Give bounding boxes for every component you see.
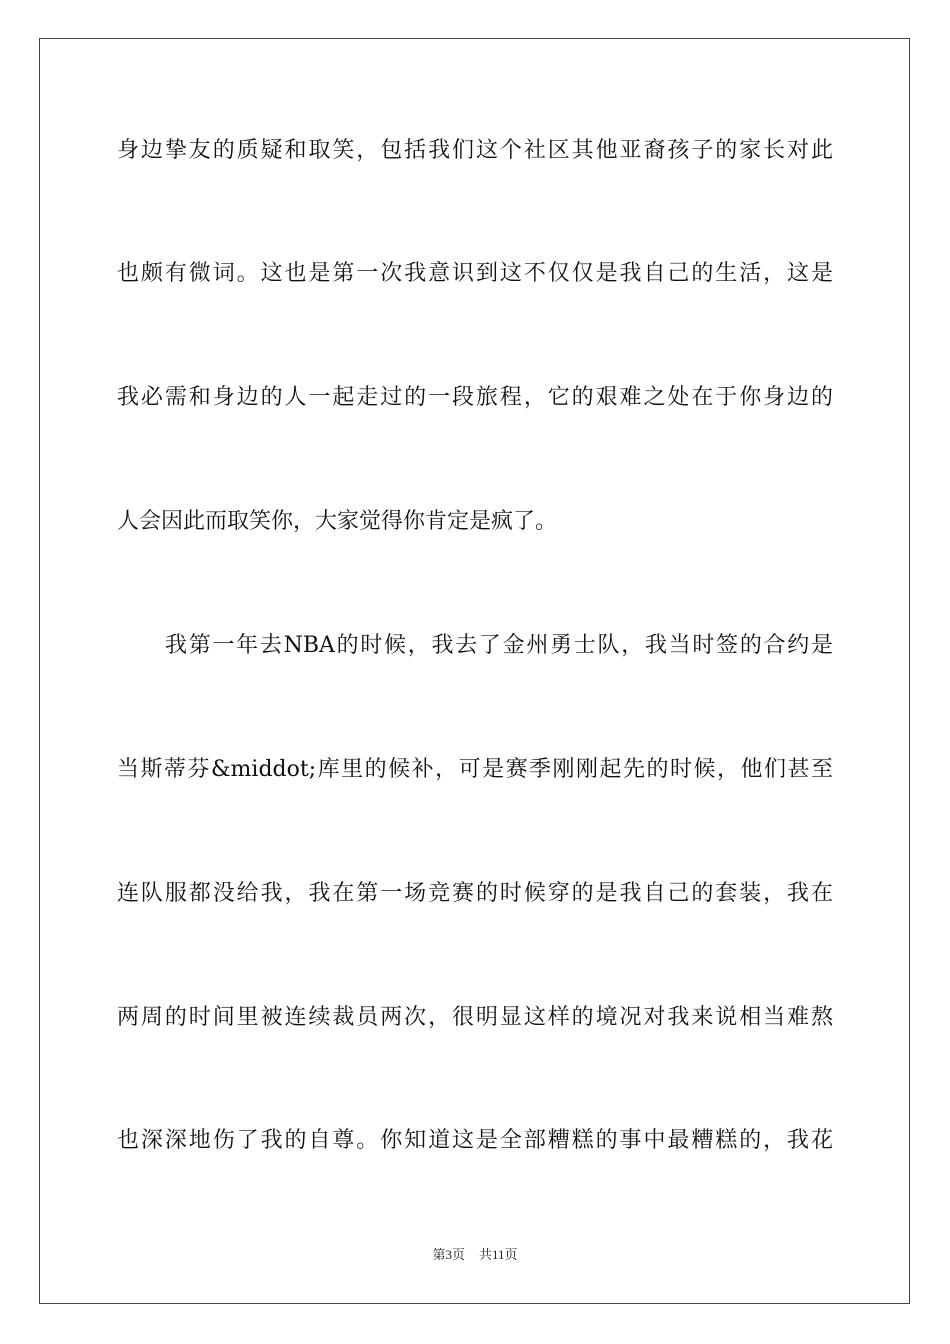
text-line-5: 我第一年去NBA的时候，我去了金州勇士队，我当时签的合约是 [165,633,833,658]
page-total: 共11页 [478,1247,518,1262]
text-line-9: 也深深地伤了我的自尊。你知道这是全部糟糕的事中最糟糕的，我花 [117,1128,833,1153]
text-line-8: 两周的时间里被连续裁员两次，很明显这样的境况对我来说相当难熬 [117,1005,833,1030]
page-number: 第3页 [432,1247,465,1262]
text-line-1: 身边挚友的质疑和取笑，包括我们这个社区其他亚裔孩子的家长对此 [117,138,833,163]
text-line-3: 我必需和身边的人一起走过的一段旅程，它的艰难之处在于你身边的 [117,385,833,410]
page-border [39,38,910,1304]
text-line-7: 连队服都没给我，我在第一场竞赛的时候穿的是我自己的套装，我在 [117,881,833,906]
text-line-2: 也颇有微词。这也是第一次我意识到这不仅仅是我自己的生活，这是 [117,261,833,286]
text-line-4: 人会因此而取笑你，大家觉得你肯定是疯了。 [117,509,558,534]
page-footer [0,1247,950,1263]
text-line-6: 当斯蒂芬&middot;库里的候补，可是赛季刚刚起先的时候，他们甚至 [117,757,833,782]
